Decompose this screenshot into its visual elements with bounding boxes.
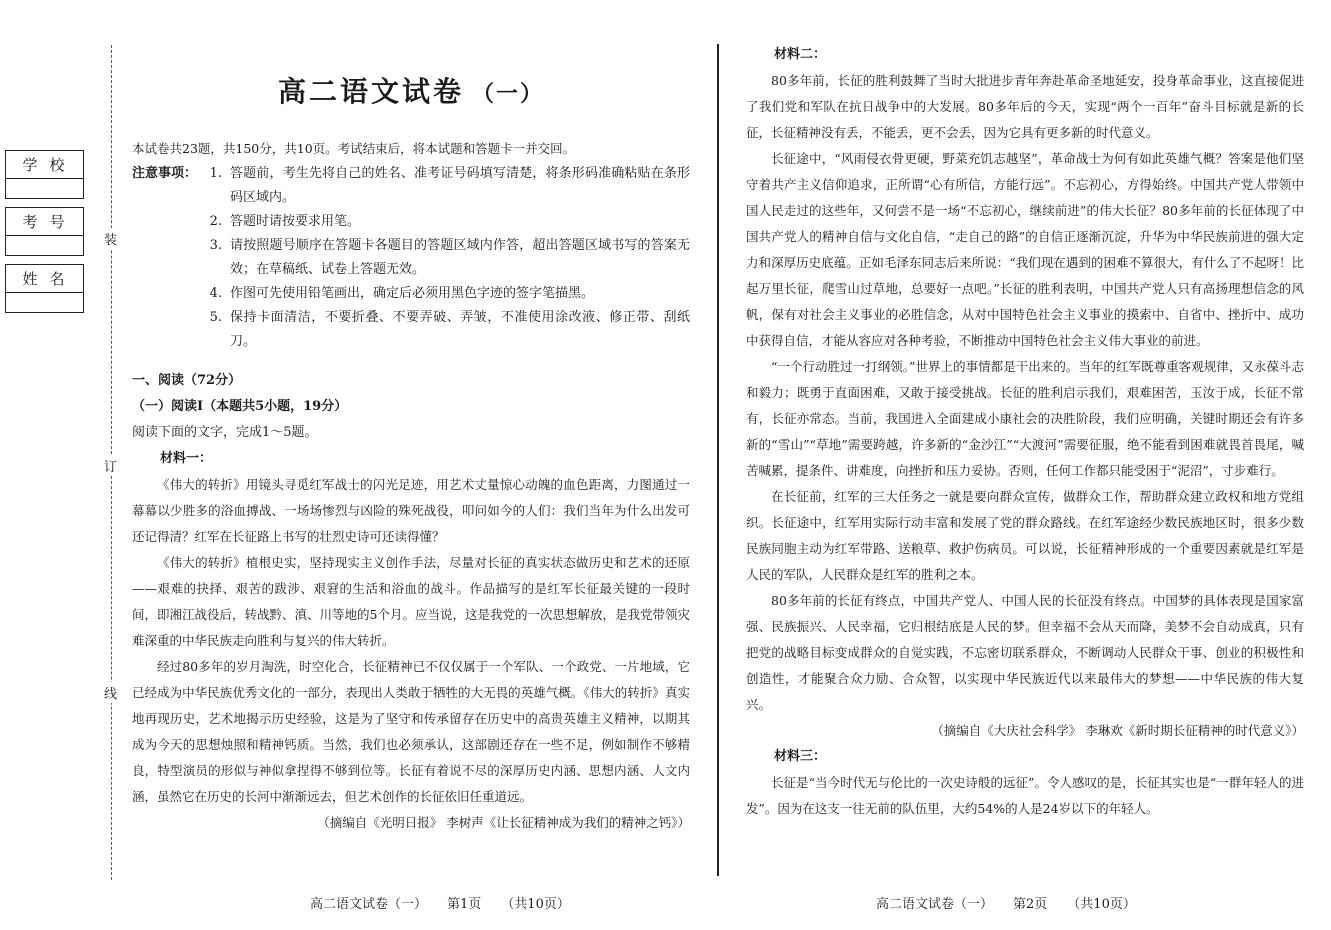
material-3-paragraph: 长征是“当今时代无与伦比的一次史诗般的远征”。令人感叹的是，长征其实也是“一群年轻人的进发”。因为在这支一往无前的队伍里，大约54%的人是24岁以下的年轻人。 xyxy=(746,775,1304,816)
name-label: 姓名 xyxy=(22,270,77,288)
material-2-paragraph: 在长征前，红军的三大任务之一就是要向群众宣传，做群众工作，帮助群众建立政权和地方党组织。长征途中，红军用实际行动丰富和发展了党的群众路线。在红军途经少数民族地区时，很多少数民族同胞主动为红军带路、送粮草、救护伤病员。可以说，长征精神形成的一个重要因素就是红军是人民的军队，人民群众是红军的胜利之本。 xyxy=(746,489,1304,582)
material-1-label: 材料一： xyxy=(160,451,213,466)
exam-number-label: 考号 xyxy=(22,213,77,231)
material-2-paragraph: 80多年前的长征有终点，中国共产党人、中国人民的长征没有终点。中国梦的具体表现是国家富强、民族振兴、人民幸福，它归根结底是人民的梦。但幸福不会从天而降，美梦不会自动成真，只有把党的战略目标变成群众的自觉实践，不忘密切联系群众，不断调动人民群众干事、创业的积极性和创造性，才能聚合众力励、合众智，以实现中华民族近代以来最伟大的梦想——中华民族的伟大复兴。 xyxy=(746,593,1304,712)
material-2-paragraph: 80多年前，长征的胜利鼓舞了当时大批进步青年奔赴革命圣地延安，投身革命事业，这直接促进了我们党和军队在抗日战争中的大发展。80多年后的今天，实现“两个一百年”奋斗目标就是新的长征，长征精神没有丢，不能丢，更不会丢，因为它具有更多新的时代意义。 xyxy=(746,73,1304,140)
title-sub: （一） xyxy=(472,82,545,107)
notice-item: 5. 保持卡面清洁，不要折叠、不要弄破、弄皱，不准使用涂改液、修正带、刮纸刀。 xyxy=(209,310,690,349)
binding-char-xian: 线 xyxy=(104,682,117,703)
name-field[interactable] xyxy=(5,264,84,313)
notice-item: 3. 请按照题号顺序在答题卡各题目的答题区域内作答，超出答题区域书写的答案无效；在草稿纸、试卷上答题无效。 xyxy=(209,238,690,277)
material-2-source: （摘编自《大庆社会科学》 李琳欢《新时期长征精神的时代意义》） xyxy=(931,723,1304,738)
exam-intro: 本试卷共23题，共150分，共10页。考试结束后，将本试题和答题卡一并交回。 xyxy=(132,141,576,156)
notice-label: 注意事项： xyxy=(132,166,198,181)
school-label: 学校 xyxy=(22,156,77,174)
title-main: 高二语文试卷 xyxy=(277,75,464,108)
footer-exam-name: 高二语文试卷（一） xyxy=(876,897,994,912)
subsection-heading: （一）阅读Ⅰ（本题共5小题，19分） xyxy=(132,399,348,414)
notice-list xyxy=(202,162,690,354)
right-page-footer xyxy=(866,893,1146,912)
material-1-paragraph: 《伟大的转折》植根史实，坚持现实主义创作手法，尽量对长征的真实状态做历史和艺术的还原——艰难的抉择、艰苦的跋涉、艰窘的生活和浴血的战斗。作品描写的是红军长征最关键的一段时间，即湘江战役后，转战黔、滇、川等地的5个月。应当说，这是我党的一次思想解放，是我党带领灾难深重的中华民族走向胜利与复兴的伟大转折。 xyxy=(132,555,690,648)
notice-item: 2. 答题时请按要求用笔。 xyxy=(209,214,361,229)
notice-item: 1. 答题前，考生先将自己的姓名、准考证号码填写清楚，将条形码准确粘贴在条形码区域内。 xyxy=(209,166,690,205)
exam-number-field[interactable] xyxy=(5,207,84,256)
material-1-paragraph: 经过80多年的岁月淘洗，时空化合，长征精神已不仅仅属于一个军队、一个政党、一片地域，它已经成为中华民族优秀文化的一部分，表现出人类敢于牺牲的大无畏的英雄气概。《伟大的转折》真实地再现历史，艺术地揭示历史经验，这是为了坚守和传承留存在历史中的高贵英雄主义精神，以期其成为今天的思想烛照和精神钙质。当然，我们也必须承认，这部剧还存在一些不足，例如制作不够精良，特型演员的形似与神似拿捏得不够到位等。长征有着说不尽的深厚历史内涵、思想内涵、人文内涵，虽然它在历史的长河中渐渐远去，但艺术创作的长征依旧任重道远。 xyxy=(132,659,690,804)
footer-exam-name: 高二语文试卷（一） xyxy=(310,897,428,912)
footer-page-number: 第1页 xyxy=(447,897,482,912)
notice-item: 4. 作图可先使用铅笔画出，确定后必须用黑色字迹的签字笔描黑。 xyxy=(209,286,595,301)
material-2-paragraph: 长征途中，“风雨侵衣骨更硬，野菜充饥志越坚”，革命战士为何有如此英雄气概？答案是他们坚守着共产主义信仰追求，正所谓“心有所信，方能行远”。不忘初心，方得始终。中国共产党人带领中国人民走过的这些年，又何尝不是一场“不忘初心，继续前进”的伟大长征？80多年前的长征体现了中国共产党人的精神自信与文化自信，“走自己的路”的自信正逐渐沉淀，升华为中华民族前进的强大定力和深厚历史底蕴。正如毛泽东同志后来所说：“我们现在遇到的困难不算很大，有什么了不起呀！比起万里长征，爬雪山过草地，总要好一点吧。”长征的胜利表明，中国共产党人只有高扬理想信念的风帆，保有对社会主义事业的必胜信念，从对中国特色社会主义事业的摸索中、自省中、挫折中、成功中获得自信，才能从容应对各种考验，不断推动中国特色社会主义伟大事业的前进。 xyxy=(746,151,1304,348)
footer-total-pages: （共10页） xyxy=(501,897,570,912)
school-field[interactable] xyxy=(5,150,84,199)
reading-direction: 阅读下面的文字，完成1～5题。 xyxy=(132,425,318,440)
left-page xyxy=(132,70,690,836)
section-reading-heading: 一、阅读（72分） xyxy=(132,373,242,388)
material-2-label: 材料二： xyxy=(774,47,827,62)
material-3-label: 材料三： xyxy=(774,749,827,764)
student-info-boxes xyxy=(5,150,84,321)
page-divider xyxy=(717,44,719,876)
right-page xyxy=(746,42,1304,822)
left-page-footer xyxy=(300,893,580,912)
footer-total-pages: （共10页） xyxy=(1067,897,1136,912)
binding-char-zhuang: 装 xyxy=(104,228,117,249)
notice-section xyxy=(132,162,690,354)
footer-page-number: 第2页 xyxy=(1013,897,1048,912)
material-1-paragraph: 《伟大的转折》用镜头寻觅红军战士的闪光足迹，用艺术丈量惊心动魄的血色距离，力图通过一幕幕以少胜多的浴血搏战、一场场惨烈与凶险的殊死战役，叩问如今的人们：我们当年为什么出发可还记得清？红军在长征路上书写的壮烈史诗可还读得懂？ xyxy=(132,477,690,544)
material-2-paragraph: “一个行动胜过一打纲领。”世界上的事情都是干出来的。当年的红军既尊重客观规律，又永葆斗志和毅力；既勇于直面困难，又敢于接受挑战。长征的胜利启示我们，艰难困苦，玉汝于成，长征不常有，长征亦常态。当前，我国进入全面建成小康社会的决胜阶段，我们应明确，关键时期还会有许多新的“雪山”“草地”需要跨越，许多新的“金沙江”“大渡河”需要征服，绝不能看到困难就畏首畏尾，喊苦喊累，提条件、讲难度，向挫折和压力妥协。否则，任何工作都只能受困于“泥沼”，寸步难行。 xyxy=(746,359,1304,478)
page-title xyxy=(132,70,690,110)
binding-char-ding: 订 xyxy=(104,455,117,476)
material-1-source: （摘编自《光明日报》 李树声《让长征精神成为我们的精神之钙》） xyxy=(317,815,690,830)
